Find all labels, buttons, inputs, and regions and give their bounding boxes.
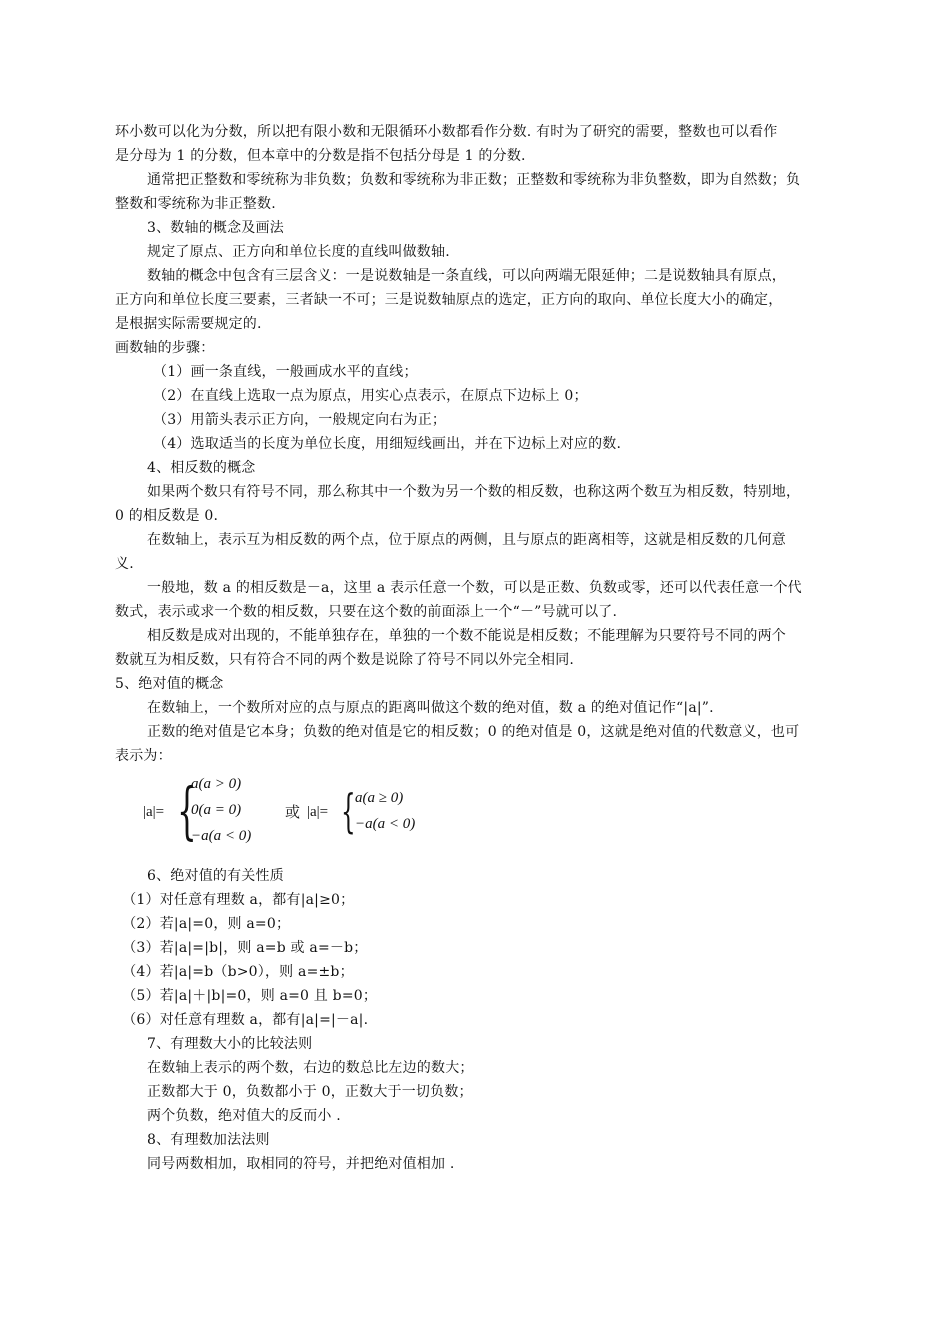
text-line: 是根据实际需要规定的. (115, 316, 262, 332)
text-line: 规定了原点、正方向和单位长度的直线叫做数轴. (147, 244, 450, 260)
text-line: （1）对任意有理数 a，都有|a|≥0； (115, 892, 355, 908)
formula-or: 或 (285, 803, 301, 821)
text-line: 整数和零统称为非正整数. (115, 196, 276, 212)
text-line: 0 的相反数是 0. (115, 508, 219, 524)
formula-case-nonnegative: a(a ≥ 0) (355, 790, 404, 806)
text-line: 两个负数，绝对值大的反而小 . (147, 1108, 341, 1124)
formula-case-negative: −a(a < 0) (191, 828, 252, 844)
text-line: （2）在直线上选取一点为原点，用实心点表示，在原点下边标上 0； (153, 388, 588, 404)
document-page (115, 120, 890, 1176)
text-line: （5）若|a|＋|b|=0，则 a=0 且 b=0； (115, 988, 378, 1004)
text-line: 通常把正整数和零统称为非负数；负数和零统称为非正数；正整数和零统称为非负整数，即为自然数；负 (147, 172, 801, 188)
formula-brace-1: { (177, 774, 197, 847)
text-line: 如果两个数只有符号不同，那么称其中一个数为另一个数的相反数，也称这两个数互为相反数，特别地， (147, 484, 801, 500)
text-line: 是分母为 1 的分数，但本章中的分数是指不包括分母是 1 的分数. (115, 148, 526, 164)
text-line: 在数轴上表示的两个数，右边的数总比左边的数大； (147, 1060, 474, 1076)
text-line: （2）若|a|=0，则 a=0； (115, 916, 291, 932)
text-line: 同号两数相加，取相同的符号，并把绝对值相加 . (147, 1156, 455, 1172)
text-line: 一般地，数 a 的相反数是－a，这里 a 表示任意一个数，可以是正数、负数或零，还可以代表任意一个代 (147, 580, 802, 596)
formula-case-negative-2: −a(a < 0) (355, 816, 416, 832)
text-line: 正数都大于 0，负数都小于 0，正数大于一切负数； (147, 1084, 473, 1100)
text-line: （1）画一条直线，一般画成水平的直线； (153, 364, 418, 380)
text-line: 3、数轴的概念及画法 (147, 220, 284, 236)
absolute-value-formula (115, 772, 890, 854)
text-line: 数式，表示或求一个数的相反数，只要在这个数的前面添上一个“－”号就可以了. (115, 604, 618, 620)
formula-case-positive: a(a > 0) (191, 776, 242, 792)
text-line: 数就互为相反数，只有符合不同的两个数是说除了符号不同以外完全相同. (115, 652, 575, 668)
text-line: 画数轴的步骤： (115, 340, 215, 356)
text-line: （6）对任意有理数 a，都有|a|=|－a|. (115, 1012, 369, 1028)
text-block-properties (115, 864, 890, 1176)
formula-brace-2: { (341, 784, 356, 838)
text-line: 环小数可以化为分数，所以把有限小数和无限循环小数都看作分数. 有时为了研究的需要，整数也可以看作 (115, 124, 778, 140)
text-line: 相反数是成对出现的，不能单独存在，单独的一个数不能说是相反数；不能理解为只要符号不同的两个 (147, 628, 786, 644)
text-line: （3）若|a|=|b|，则 a=b 或 a=－b； (115, 940, 368, 956)
text-line: 正方向和单位长度三要素，三者缺一不可；三是说数轴原点的选定，正方向的取向、单位长度大小的确定， (115, 292, 783, 308)
text-line: 在数轴上，一个数所对应的点与原点的距离叫做这个数的绝对值，数 a 的绝对值记作“|a|”. (147, 700, 714, 716)
text-line: 正数的绝对值是它本身；负数的绝对值是它的相反数；0 的绝对值是 0，这就是绝对值的代数意义，也可 (147, 724, 800, 740)
text-line: 表示为： (115, 748, 172, 764)
text-line: 8、有理数加法法则 (147, 1132, 270, 1148)
text-line: （4）选取适当的长度为单位长度，用细短线画出，并在下边标上对应的数. (153, 436, 622, 452)
text-line: （3）用箭头表示正方向，一般规定向右为正； (153, 412, 447, 428)
formula-lhs-1: |a|= (143, 804, 165, 820)
text-block-intro (115, 120, 890, 768)
formula-lhs-2: |a|= (307, 804, 329, 820)
text-line: 数轴的概念中包含有三层含义：一是说数轴是一条直线，可以向两端无限延伸；二是说数轴具有原点， (147, 268, 786, 284)
text-line: 4、相反数的概念 (147, 460, 256, 476)
text-line: 义. (115, 556, 134, 572)
formula-case-zero: 0(a = 0) (191, 802, 242, 818)
text-line: 在数轴上，表示互为相反数的两个点，位于原点的两侧，且与原点的距离相等，这就是相反数的几何意 (147, 532, 786, 548)
text-line: 7、有理数大小的比较法则 (147, 1036, 313, 1052)
text-line: （4）若|a|=b（b>0），则 a=±b； (115, 964, 354, 980)
text-line: 6、绝对值的有关性质 (147, 868, 284, 884)
text-line: 5、绝对值的概念 (115, 676, 224, 692)
